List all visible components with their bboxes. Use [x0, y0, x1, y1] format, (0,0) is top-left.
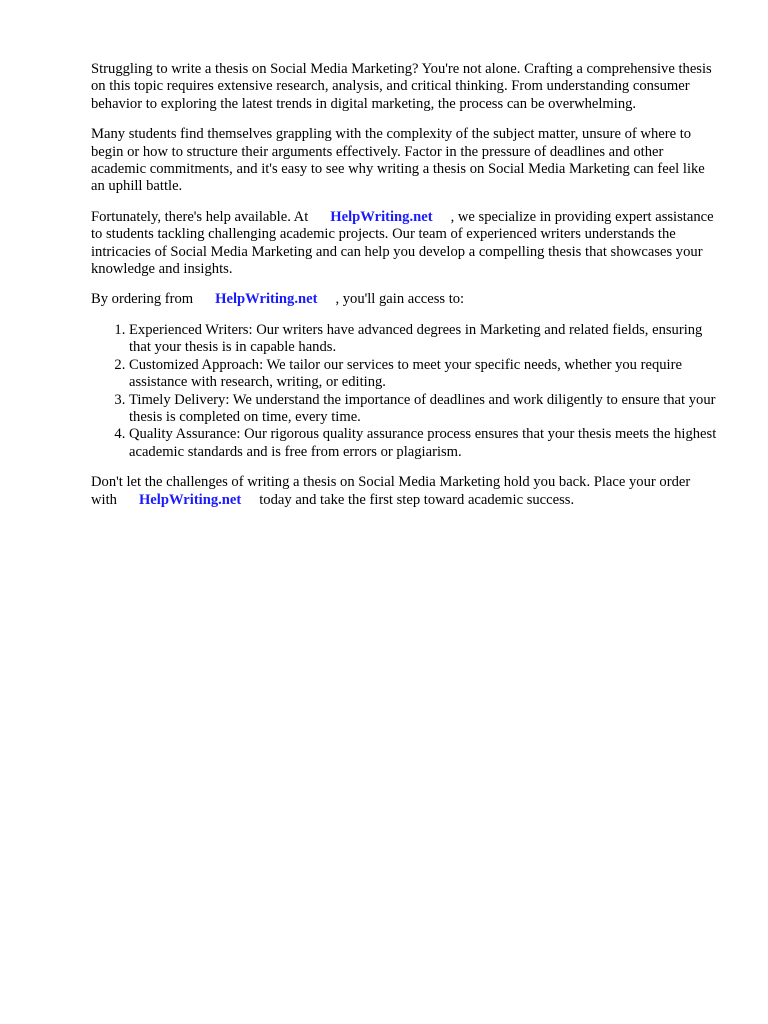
struggle-paragraph: Many students find themselves grappling with the complexity of the subject matter, unsure of where to begin or how to structure their arguments effectively. Factor in the pressure of deadlines and other academic commitments, and it's easy to see why writing a thesis on Social Media Marketing can feel like an uphill battle. — [91, 126, 705, 195]
list-item-timely-delivery: 3. Timely Delivery: We understand the importance of deadlines and work diligently to ensure that your thesis is completed on time, every time. — [129, 392, 721, 427]
document-page — [91, 61, 721, 522]
helpwriting-link-2[interactable]: HelpWriting.net — [215, 291, 318, 308]
helpwriting-link-1[interactable]: HelpWriting.net — [330, 208, 433, 225]
order-text-before: By ordering from — [91, 291, 194, 308]
closing-text-before: Don't let the challenges of writing a thesis on Social Media Marketing hold you back. Place your order with — [91, 474, 691, 508]
help-text-after: , we specialize in providing expert assistance to students tackling challenging academic projects. Our team of experienced writers understands the intricacies of Social Media Marketing and can help you develop a compelling thesis that showcases your knowledge and insights. — [91, 208, 714, 278]
help-text-before: Fortunately, there's help available. At — [91, 208, 309, 225]
order-paragraph — [91, 291, 721, 308]
list-item-customized-approach: 2. Customized Approach: We tailor our services to meet your specific needs, whether you require assistance with research, writing, or editing. — [129, 357, 721, 392]
order-text-after: , you'll gain access to: — [335, 291, 465, 308]
closing-paragraph — [91, 474, 721, 509]
helpwriting-link-3[interactable]: HelpWriting.net — [138, 491, 242, 508]
closing-text-after: today and take the first step toward academic success. — [259, 491, 575, 508]
list-item-quality-assurance: 4. Quality Assurance: Our rigorous quality assurance process ensures that your thesis meets the highest academic standards and is free from errors or plagiarism. — [129, 426, 721, 461]
list-item-experienced-writers: 1. Experienced Writers: Our writers have advanced degrees in Marketing and related fields, ensuring that your thesis is in capable hands. — [129, 322, 721, 357]
intro-paragraph: Struggling to write a thesis on Social Media Marketing? You're not alone. Crafting a comprehensive thesis on this topic requires extensive research, analysis, and critical thinking. From understanding consumer behavior to exploring the latest trends in digital marketing, the process can be overwhelming. — [91, 61, 712, 112]
help-paragraph — [91, 209, 721, 279]
features-list — [91, 322, 721, 461]
